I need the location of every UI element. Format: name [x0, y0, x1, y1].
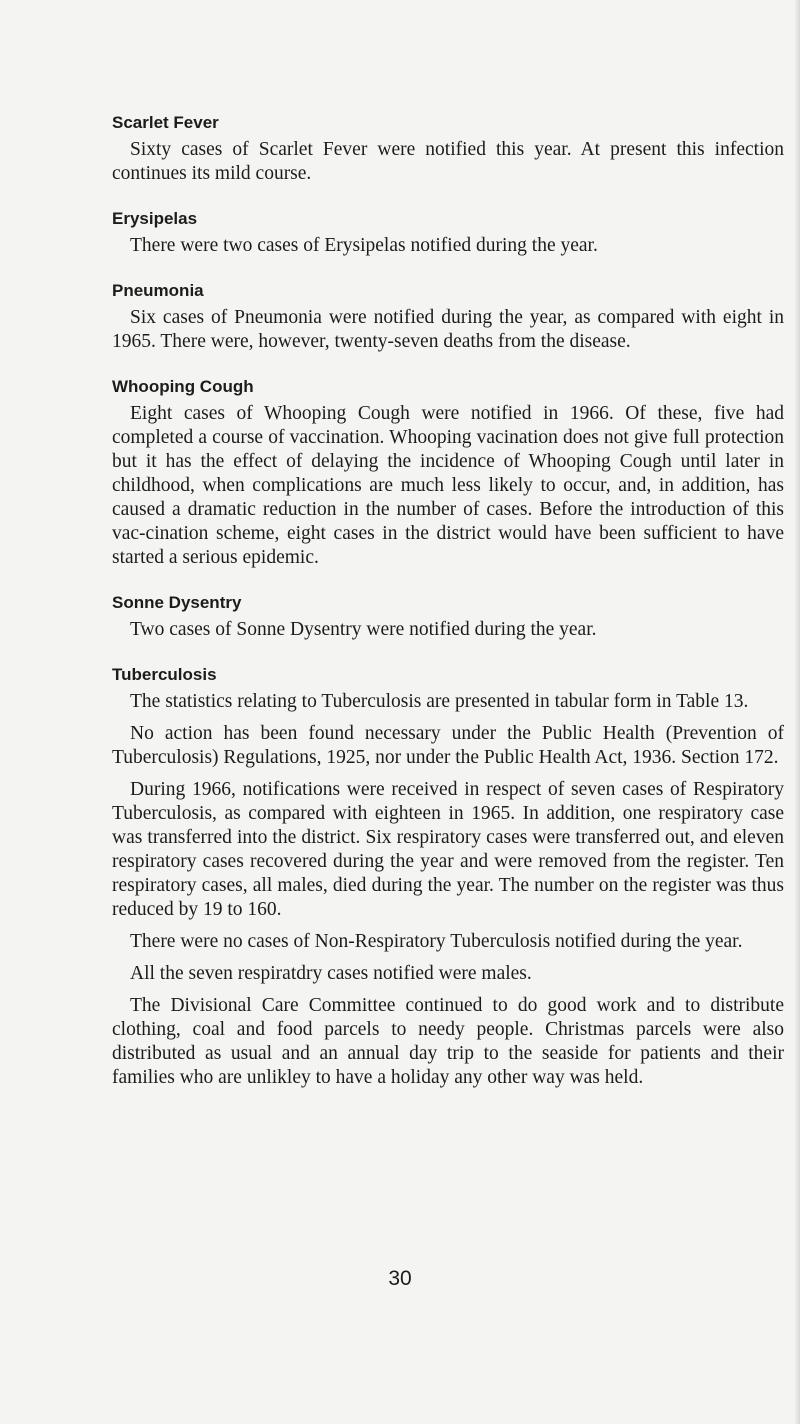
- document-page: [112, 110, 784, 1110]
- section-heading: Scarlet Fever: [112, 113, 219, 132]
- paragraph: There were two cases of Erysipelas notified during the year.: [130, 235, 598, 256]
- paragraph: Sixty cases of Scarlet Fever were notified this year. At present this infection continues its mild course.: [112, 139, 784, 184]
- section-heading: Pneumonia: [112, 281, 204, 300]
- section-heading: Tuberculosis: [112, 665, 217, 684]
- section-pneumonia: [112, 278, 784, 354]
- section-heading: Erysipelas: [112, 209, 198, 228]
- paragraph: The statistics relating to Tuberculosis are presented in tabular form in Table 13.: [130, 691, 749, 712]
- page-number: 30: [388, 1267, 412, 1290]
- section-scarlet-fever: [112, 110, 784, 186]
- paragraph: No action has been found necessary under the Public Health (Prevention of Tuberculosis) Regulations, 1925, nor under the Public Health Act, 1936. Section 172.: [112, 723, 784, 768]
- paragraph: Six cases of Pneumonia were notified during the year, as compared with eight in 1965. There were, however, twenty-seven deaths from the disease.: [112, 307, 784, 352]
- paragraph: The Divisional Care Committee continued to do good work and to distribute clothing, coal and food parcels to needy people. Christmas parcels were also distributed as usual and an annual day trip to the seaside for patients and their families who are unlikley to have a holiday any other way was held.: [112, 995, 784, 1088]
- paragraph: Eight cases of Whooping Cough were notified in 1966. Of these, five had completed a course of vaccination. Whooping vacination does not give full protection but it has the effect of delaying the incidence of Whooping Cough until later in childhood, when complications are much less likely to occur, and, in addition, has caused a dramatic reduction in the number of cases. Before the introduction of this vac-cination scheme, eight cases in the district would have been sufficient to have started a serious epidemic.: [112, 403, 784, 568]
- paragraph: There were no cases of Non-Respiratory Tuberculosis notified during the year.: [130, 931, 743, 952]
- section-sonne-dysentry: [112, 590, 784, 642]
- paragraph: All the seven respiratdry cases notified were males.: [130, 963, 532, 984]
- section-heading: Sonne Dysentry: [112, 593, 242, 612]
- paragraph: During 1966, notifications were received in respect of seven cases of Respiratory Tuberculosis, as compared with eighteen in 1965. In addition, one respiratory case was transferred into the district. Six respiratory cases were transferred out, and eleven respiratory cases recovered during the year and were removed from the register. Ten respiratory cases, all males, died during the year. The number on the register was thus reduced by 19 to 160.: [112, 779, 784, 920]
- section-erysipelas: [112, 206, 784, 258]
- section-tuberculosis: [112, 662, 784, 1090]
- paragraph: Two cases of Sonne Dysentry were notified during the year.: [130, 619, 597, 640]
- scan-edge-shadow: [794, 0, 800, 1424]
- section-heading: Whooping Cough: [112, 377, 254, 396]
- section-whooping-cough: [112, 374, 784, 570]
